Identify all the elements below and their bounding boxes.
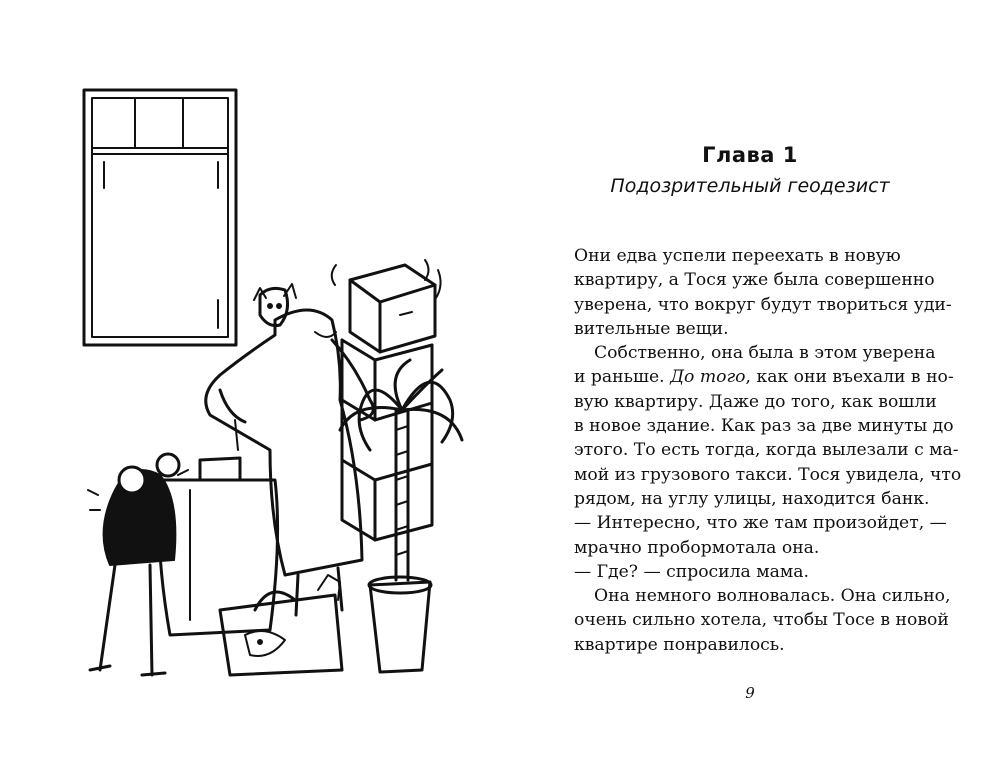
text-line: квартире понравилось. [574,634,785,655]
duffel-bag-icon [220,592,342,675]
emphasis-text: До того [670,367,746,388]
text-line: мой из грузового такси. Тося увидела, что [574,464,962,485]
text-line: этого. То есть тогда, когда вылезали с ма- [574,440,959,461]
illustration-drawing [70,70,480,690]
page-number: 9 [745,684,755,702]
potted-palm-icon [340,360,462,672]
chapter-subtitle: Подозрительный геодезист [610,175,890,197]
chapter-heading [560,143,940,197]
text-line: вительные вещи. [574,318,729,339]
text-line: квартиру, а Тося уже была совершенно [574,270,935,291]
text-line: рядом, на углу улицы, находится банк. [574,488,930,509]
text-line: — Интересно, что же там произойдет, — [574,513,947,534]
text-line: очень сильно хотела, чтобы Тосе в новой [574,610,949,631]
text-line: уверена, что вокруг будут твориться уди- [574,294,952,315]
moving-day-illustration [70,70,480,690]
cardboard-boxes-icon [332,260,441,540]
window-icon [84,90,236,345]
text-line: в новое здание. Как раз за две минуты до [574,416,954,437]
text-line: Собственно, она была в этом уверена [594,343,936,364]
mother-figure-icon [206,284,374,615]
text-line: мрачно пробормотала она. [574,537,820,558]
chapter-body-text [574,244,962,657]
girl-figure-icon [88,454,188,675]
text-line: Они едва успели переехать в новую [574,246,901,266]
text-line: вую квартиру. Даже до того, как вошли [574,391,937,412]
suitcase-icon [159,458,278,635]
text-line: и раньше. До того, как они въехали в но- [574,367,954,388]
text-line: Она немного волновалась. Она сильно, [594,586,951,607]
chapter-title: Глава 1 [702,143,798,167]
text-line: — Где? — спросила мама. [574,561,809,582]
